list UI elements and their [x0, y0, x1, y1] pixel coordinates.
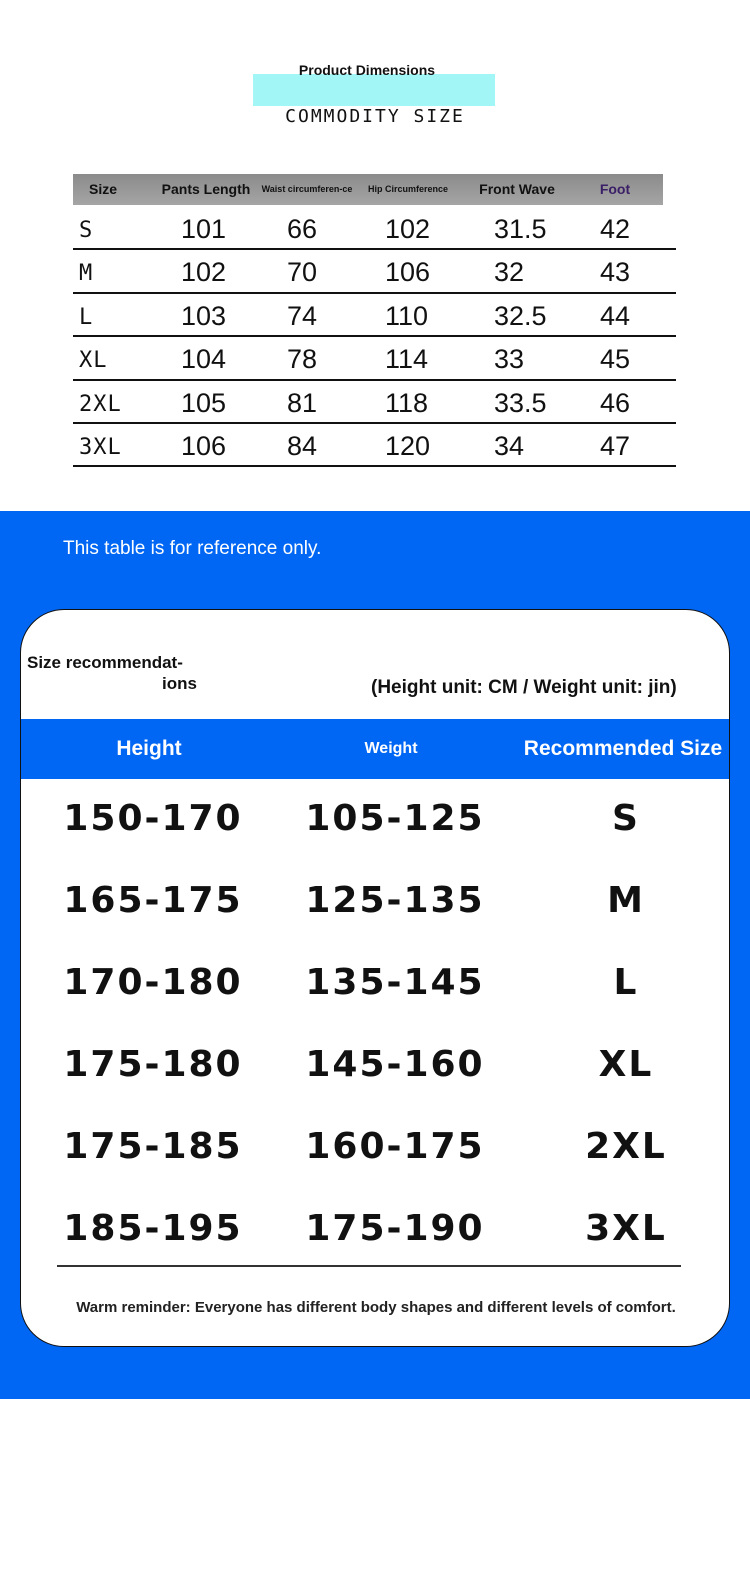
- cell-waist: 84: [287, 430, 318, 461]
- cell-hip: 106: [385, 257, 431, 288]
- table-row: [73, 381, 676, 424]
- cell-waist: 66: [287, 214, 318, 244]
- cell-weight: 145-160: [305, 1043, 485, 1085]
- units-note: (Height unit: CM / Weight unit: jin): [371, 677, 677, 698]
- cell-waist: 81: [287, 387, 318, 418]
- cell-pants-length: 103: [181, 300, 227, 331]
- cell-waist: 74: [287, 300, 318, 331]
- cell-weight: 175-190: [305, 1207, 485, 1249]
- size-recommendation-card: [20, 609, 730, 1347]
- cell-recommended-size: M: [607, 879, 645, 921]
- cell-waist: 70: [287, 257, 318, 288]
- dimensions-table-body: [73, 207, 676, 467]
- table-row: [73, 424, 676, 467]
- reference-note: This table is for reference only.: [63, 538, 322, 559]
- header-weight: Weight: [364, 740, 418, 757]
- header-waist-circumference: Waist circumferen-ce: [261, 183, 353, 194]
- cell-pants-length: 102: [181, 257, 227, 288]
- header-foot: Foot: [599, 181, 631, 198]
- cell-foot: 42: [600, 214, 631, 244]
- product-dimensions-label: Product Dimensions: [298, 62, 436, 78]
- cell-front-wave: 31.5: [494, 214, 547, 244]
- table-row: [73, 294, 676, 337]
- cell-height: 165-175: [63, 879, 243, 921]
- header-hip-circumference: Hip Circumference: [367, 183, 449, 194]
- table-row: [21, 1116, 730, 1198]
- cell-recommended-size: S: [612, 797, 640, 839]
- table-row: [21, 1198, 730, 1280]
- cell-foot: 45: [600, 344, 631, 375]
- cell-hip: 110: [385, 300, 429, 331]
- table-row: [73, 250, 676, 293]
- cell-weight: 125-135: [305, 879, 485, 921]
- cell-pants-length: 101: [181, 214, 227, 244]
- cell-front-wave: 34: [494, 430, 525, 461]
- divider: [57, 1265, 681, 1267]
- cell-height: 150-170: [63, 797, 243, 839]
- cell-weight: 160-175: [305, 1125, 485, 1167]
- cell-recommended-size: 2XL: [585, 1125, 667, 1167]
- cell-recommended-size: L: [613, 961, 639, 1003]
- cell-size: 3XL: [79, 434, 122, 460]
- cell-front-wave: 33: [494, 344, 525, 375]
- header-size: Size: [88, 181, 117, 198]
- cell-size: XL: [79, 348, 108, 374]
- cell-hip: 114: [385, 344, 429, 375]
- cell-recommended-size: 3XL: [585, 1207, 667, 1249]
- cell-recommended-size: XL: [598, 1043, 654, 1085]
- cell-pants-length: 105: [181, 387, 227, 418]
- table-row: [21, 952, 730, 1034]
- cell-foot: 47: [600, 430, 631, 461]
- cell-height: 175-180: [63, 1043, 243, 1085]
- cell-waist: 78: [287, 344, 318, 375]
- recommendation-table-body: [21, 788, 730, 1280]
- cell-size: 2XL: [79, 391, 122, 417]
- cell-weight: 105-125: [305, 797, 485, 839]
- product-dimensions-title: [253, 62, 495, 106]
- cell-weight: 135-145: [305, 961, 485, 1003]
- header-recommended-size: Recommended Size: [523, 737, 723, 760]
- commodity-size-subtitle: COMMODITY SIZE: [285, 106, 465, 127]
- header-front-wave: Front Wave: [479, 181, 555, 198]
- cell-hip: 120: [385, 430, 431, 461]
- cell-hip: 118: [385, 387, 429, 418]
- cell-height: 175-185: [63, 1125, 243, 1167]
- cell-foot: 46: [600, 387, 631, 418]
- cell-pants-length: 104: [181, 344, 227, 375]
- warm-reminder: Warm reminder: Everyone has different body shapes and different levels of comfort.: [76, 1299, 676, 1316]
- cell-front-wave: 32: [494, 257, 525, 288]
- header-height: Height: [116, 737, 182, 760]
- table-row: [21, 870, 730, 952]
- cell-size: S: [79, 218, 94, 243]
- header-pants-length: Pants Length: [161, 181, 251, 198]
- dimensions-table-header: [73, 174, 663, 205]
- cell-front-wave: 32.5: [494, 300, 547, 331]
- heading-line-1: Size recommendat-: [27, 653, 183, 672]
- recommendation-table-header: [21, 719, 730, 779]
- table-row: [21, 788, 730, 870]
- cell-foot: 44: [600, 300, 631, 331]
- table-row: [73, 337, 676, 380]
- cell-pants-length: 106: [181, 430, 227, 461]
- heading-line-2: ions: [162, 674, 197, 693]
- cell-foot: 43: [600, 257, 631, 288]
- table-row: [73, 207, 676, 250]
- cell-height: 170-180: [63, 961, 243, 1003]
- size-recommendation-heading: [27, 652, 197, 694]
- cell-front-wave: 33.5: [494, 387, 547, 418]
- cell-hip: 102: [385, 214, 431, 244]
- cell-size: L: [79, 304, 94, 330]
- title-highlight-bar: [253, 74, 495, 106]
- table-row: [21, 1034, 730, 1116]
- cell-height: 185-195: [63, 1207, 243, 1249]
- cell-size: M: [79, 261, 94, 287]
